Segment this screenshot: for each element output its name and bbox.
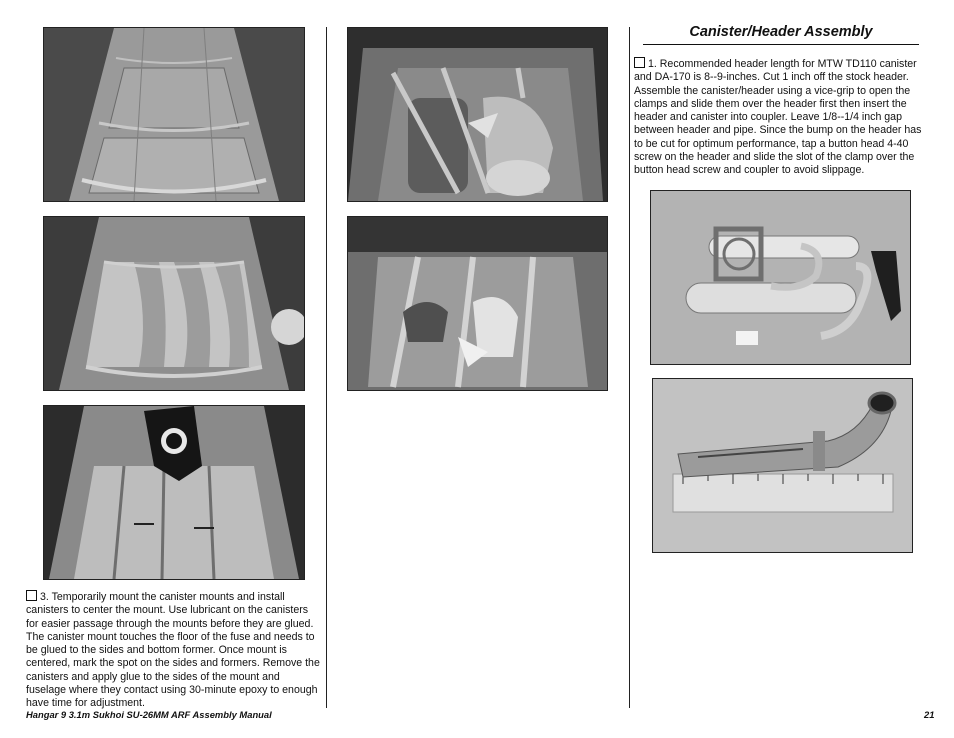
column-divider-right <box>629 27 630 708</box>
footer-manual-title: Hangar 9 3.1m Sukhoi SU-26MM ARF Assembly Manual <box>26 709 272 720</box>
photo-fuselage-hatch-opening <box>43 27 305 202</box>
step-3-body: 3. Temporarily mount the canister mounts and install canisters to center the mount. Use lubricant on the canisters for easier passage through the mounts before they are glued. The canister mount touches the floor of the fuse and needs to be glued to the sides and bottom former. Once mount is centered, mark the spot on the sides and formers. Remove the canisters and apply glue to the sides of the mount and fuselage where they contact using 30-minute epoxy to enough have time for adjustment. <box>26 591 320 710</box>
checkbox-icon <box>634 57 645 68</box>
photo-fuselage-formers <box>43 216 305 391</box>
photo-header-with-ruler <box>652 378 913 553</box>
section-title: Canister/Header Assembly <box>643 24 919 45</box>
step-3-text <box>26 590 322 711</box>
page-number: 21 <box>924 709 935 720</box>
checkbox-icon <box>26 590 37 601</box>
photo-canister-mount-empty <box>347 216 608 391</box>
step-1-text <box>634 57 926 178</box>
column-divider-left <box>326 27 327 708</box>
photo-fuselage-interior-with-tool <box>43 405 305 580</box>
photo-canisters-and-headers <box>650 190 911 365</box>
step-1-body: 1. Recommended header length for MTW TD110 canister and DA-170 is 8--9-inches. Cut 1 inch off the stock header. Assemble the canister/header using a vice-grip to open the clamps and slide them over the header first then insert the header and canister into coupler. Leave 1/8--1/4 inch gap between header and pipe. Since the bump on the header has to be cut for optimum performance, tap a button head 4-40 screw on the header and slide the slot of the clamp over the button head screw and coupler to avoid slippage. <box>634 58 922 177</box>
photo-canister-mount-installed <box>347 27 608 202</box>
